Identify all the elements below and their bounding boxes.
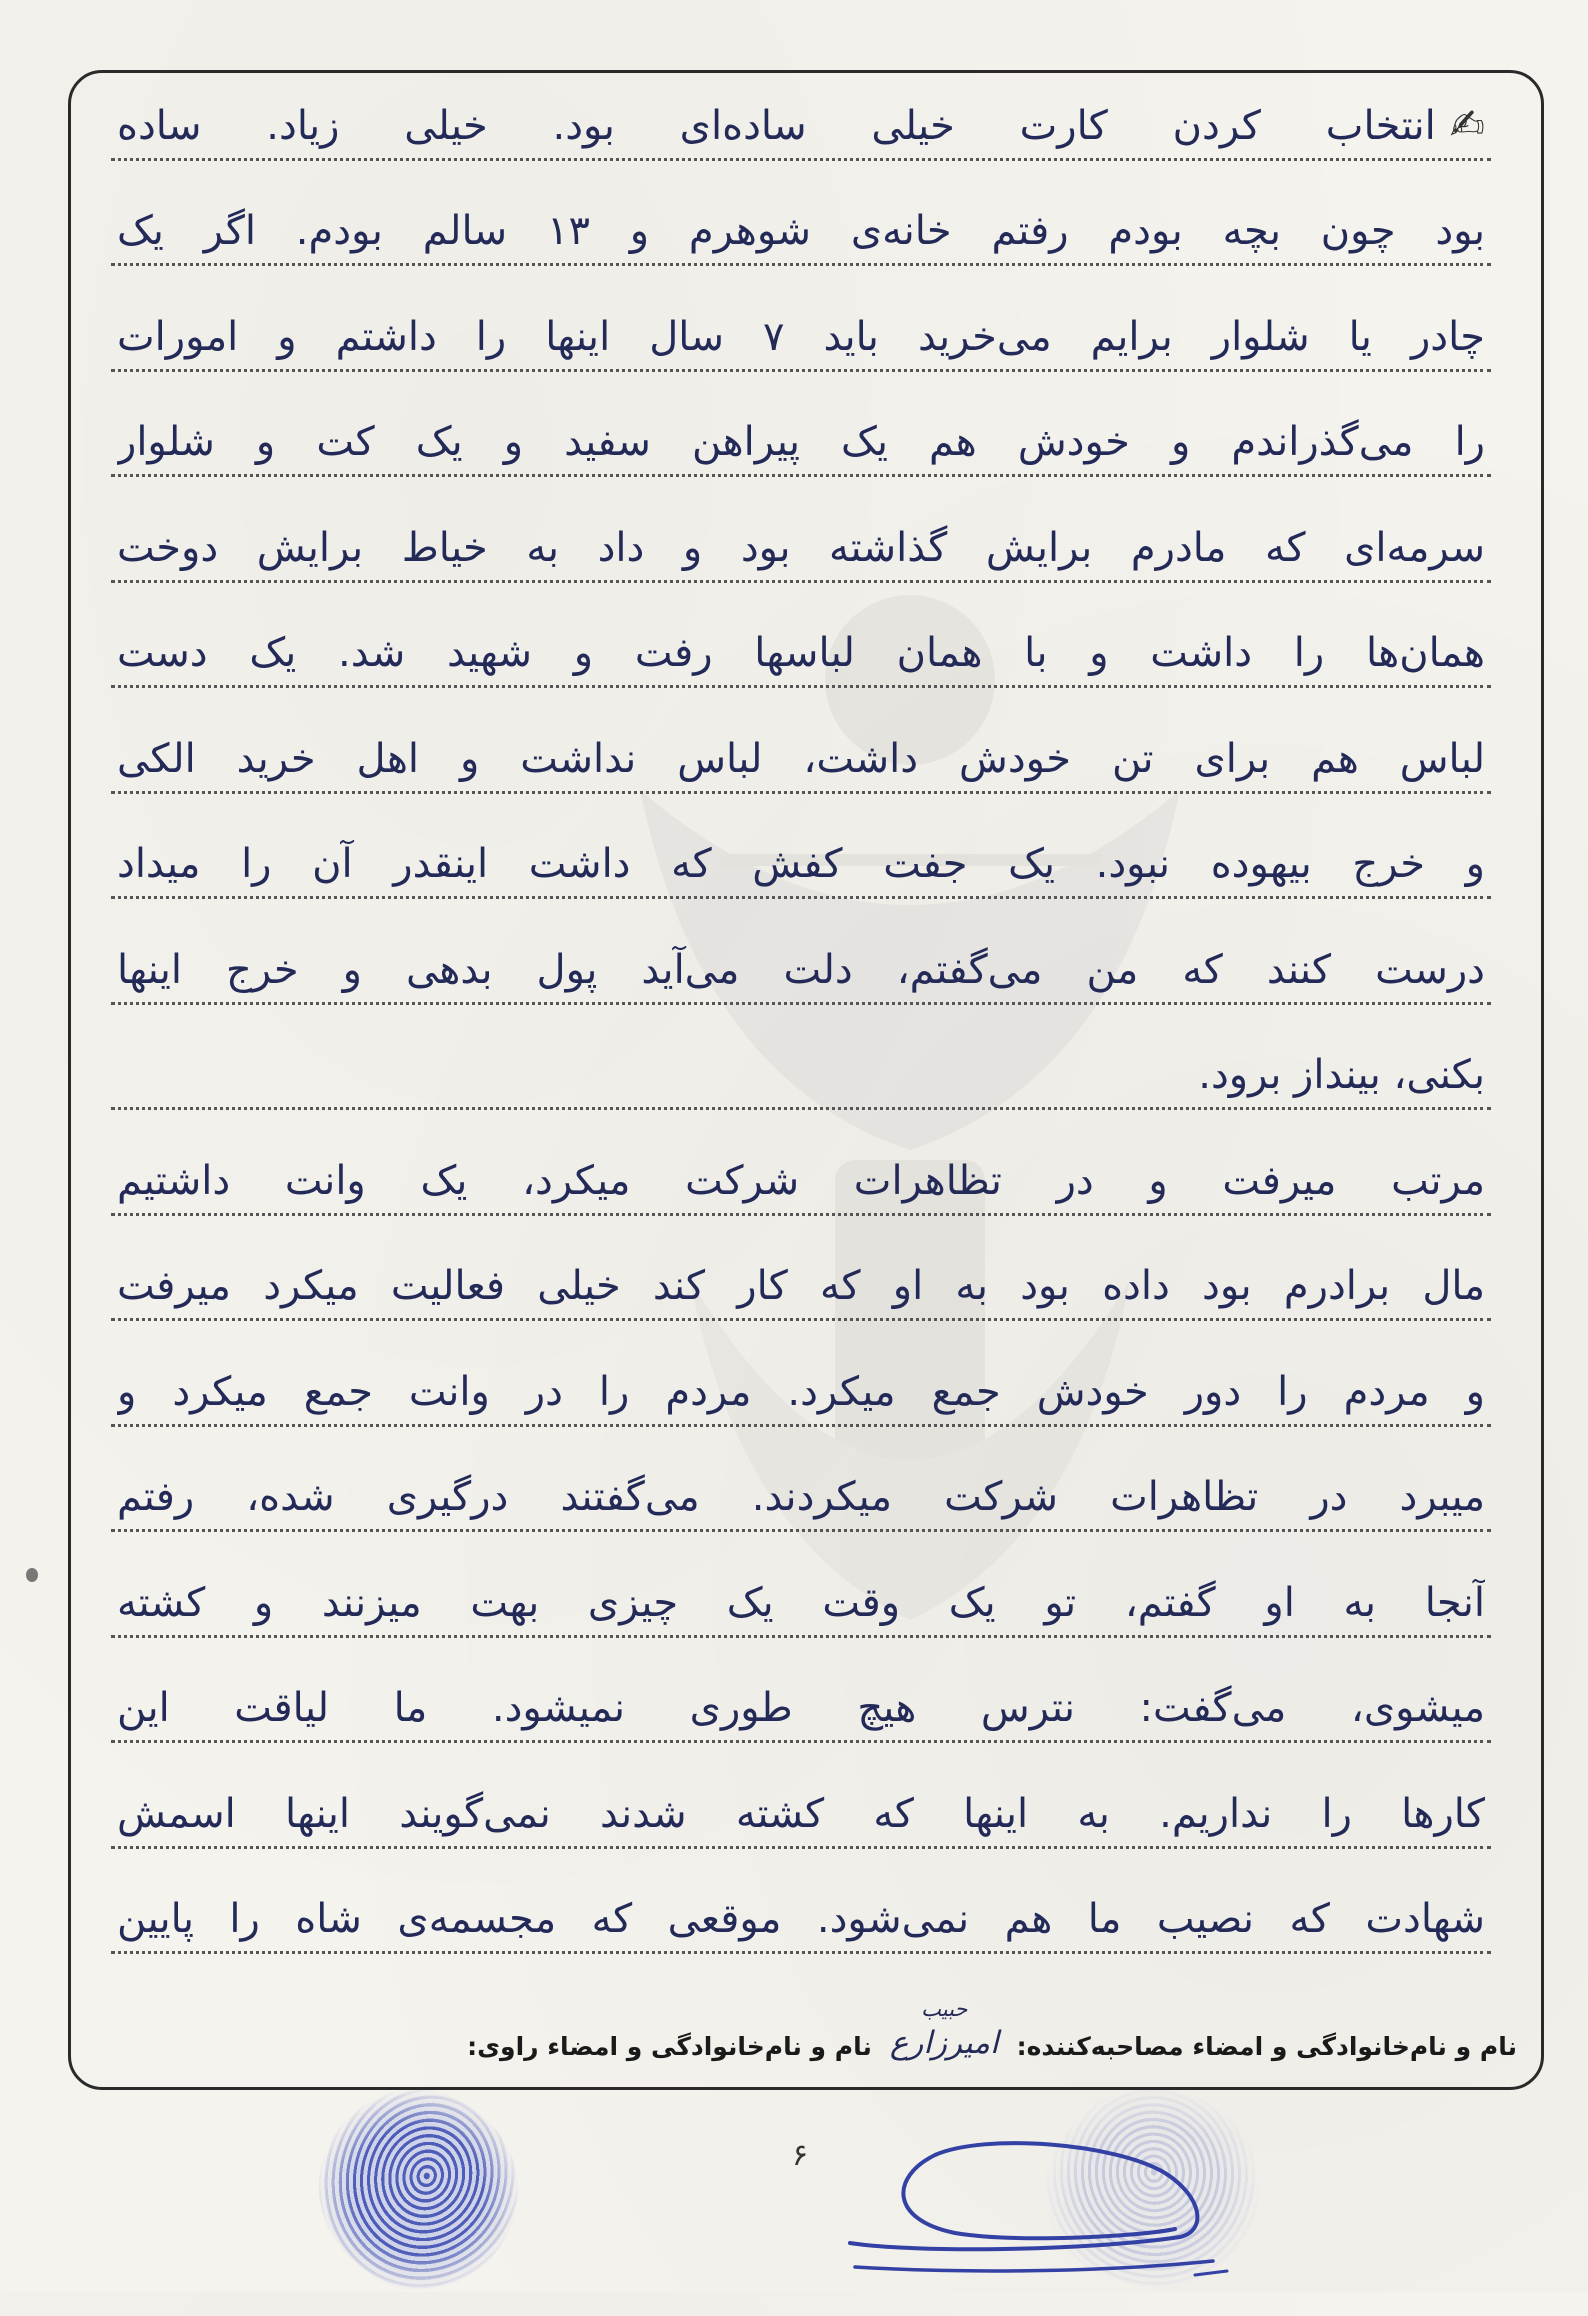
text-line: [111, 1638, 1491, 1744]
handwritten-text: چادر یا شلوار برایم می‌خرید باید ۷ سال اینها را داشتم و امورات: [117, 313, 1485, 360]
handwritten-text: آنجا به او گفتم، تو یک وقت یک چیزی بهت میزنند و کشته: [117, 1579, 1485, 1626]
handwritten-text: و خرج بیهوده نبود. یک جفت کفش که داشت اینقدر آن را میداد: [117, 841, 1485, 887]
interviewer-signature: [886, 1997, 1003, 2061]
handwritten-text: بکنی، بینداز برود.: [1198, 1052, 1485, 1098]
text-line: [111, 372, 1491, 478]
signature-scribble: [835, 2125, 1235, 2285]
text-line: [111, 899, 1491, 1005]
text-line: [111, 1110, 1491, 1216]
handwritten-body: [111, 55, 1491, 1954]
text-line: [111, 1532, 1491, 1638]
text-line: [111, 1849, 1491, 1955]
interviewer-label: نام و نام‌خانوادگی و امضاء مصاحبه‌کننده:: [1016, 2032, 1517, 2061]
text-line: [111, 1216, 1491, 1322]
handwritten-text: سرمه‌ای که مادرم برایش گذاشته بود و داد به خیاط برایش دوخت: [117, 524, 1485, 571]
text-line: [111, 1321, 1491, 1427]
text-line: [111, 266, 1491, 372]
handwritten-text: درست کنند که من می‌گفتم، دلت می‌آید پول بدهی و خرج اینها: [117, 946, 1485, 993]
handwritten-text: انتخاب کردن کارت خیلی ساده‌ای بود. خیلی زیاد. ساده: [117, 102, 1436, 149]
text-line: [111, 161, 1491, 267]
text-line: [111, 477, 1491, 583]
document-frame: [68, 70, 1544, 2090]
handwritten-text: بود چون بچه بودم رفتم خانه‌ی شوهرم و ۱۳ سالم بودم. اگر یک: [117, 208, 1485, 254]
handwritten-text: کارها را نداریم. به اینها که کشته شدند نمی‌گویند اینها اسمش: [117, 1790, 1485, 1837]
text-line: [111, 1427, 1491, 1533]
interviewer-signature-name: امیرزارع: [889, 2025, 999, 2061]
handwritten-text: شهادت که نصیب ما هم نمی‌شود. موقعی که مجسمه‌ی شاه را پایین: [117, 1896, 1485, 1942]
narrator-label: نام و نام‌خانوادگی و امضاء راوی:: [467, 2032, 872, 2061]
text-line: [111, 794, 1491, 900]
handwritten-text: همان‌ها را داشت و با همان لباسها رفت و شهید شد. یک دست: [117, 630, 1485, 676]
handwritten-text: را می‌گذراندم و خودش هم یک پیراهن سفید و یک کت و شلوار: [117, 419, 1485, 465]
interviewer-signature-note: حبیب: [921, 1997, 968, 2021]
handwritten-text: میبرد در تظاهرات شرکت میکردند. می‌گفتند درگیری شده، رفتم: [117, 1474, 1485, 1520]
writing-hand-icon: ✍: [1449, 99, 1485, 149]
handwritten-text: لباس هم برای تن خودش داشت، لباس نداشت و اهل خرید الکی: [117, 735, 1485, 782]
handwritten-text: مال برادرم بود داده بود به او که کار کند خیلی فعالیت میکرد میرفت: [117, 1263, 1485, 1309]
handwritten-text: مرتب میرفت و در تظاهرات شرکت میکرد، یک وانت داشتیم: [117, 1157, 1485, 1204]
signature-footer: [307, 1997, 1517, 2061]
text-line: [111, 1743, 1491, 1849]
scan-smudge: [26, 1568, 38, 1582]
text-line: [111, 583, 1491, 689]
text-line: [111, 55, 1491, 161]
fingerprint-icon: [292, 2064, 544, 2316]
text-line: [111, 688, 1491, 794]
handwritten-text: میشوی، می‌گفت: نترس هیچ طوری نمیشود. ما لیاقت این: [117, 1685, 1485, 1731]
text-line: [111, 1005, 1491, 1111]
handwritten-text: و مردم را دور خودش جمع میکرد. مردم را در وانت جمع میکرد و: [117, 1368, 1485, 1415]
page-number: ۶: [792, 2138, 809, 2173]
